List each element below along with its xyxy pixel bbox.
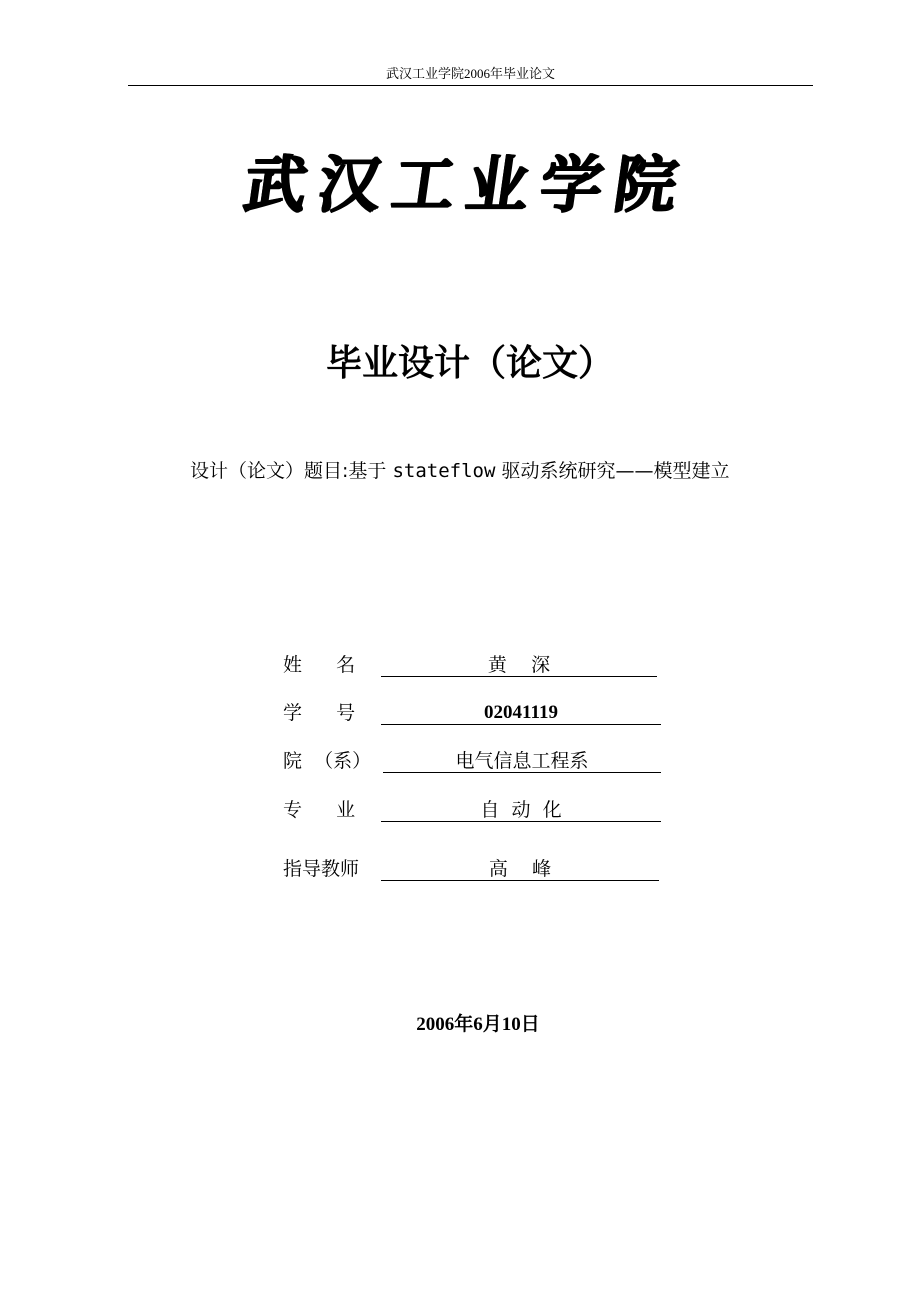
school-name: 武汉工业学院 xyxy=(238,148,694,221)
name-label: 姓 名 xyxy=(283,654,358,676)
thesis-title-line xyxy=(190,456,729,486)
department-value: 电气信息工程系 xyxy=(383,746,661,773)
advisor-label: 指导教师 xyxy=(283,858,360,880)
submission-date: 2006年6月10日 xyxy=(416,1014,540,1035)
department-label: 院 （系） xyxy=(283,750,372,772)
thesis-title-prefix: 基于 xyxy=(348,460,387,482)
running-header: 武汉工业学院2006年毕业论文 xyxy=(385,66,555,81)
student-id-value: 02041119 xyxy=(381,698,661,725)
thesis-title-suffix: 驱动系统研究——模型建立 xyxy=(501,460,730,482)
student-id-label: 学 号 xyxy=(283,702,358,724)
document-type-heading: 毕业设计（论文） xyxy=(325,343,614,384)
name-value: 黄 深 xyxy=(381,650,657,677)
thesis-title-label: 设计（论文）题目: xyxy=(190,460,349,482)
header-divider xyxy=(128,85,813,86)
thesis-title-keyword: stateflow xyxy=(392,460,496,482)
major-label: 专 业 xyxy=(283,799,358,821)
advisor-value: 高 峰 xyxy=(381,854,659,881)
major-value: 自 动 化 xyxy=(381,795,661,822)
